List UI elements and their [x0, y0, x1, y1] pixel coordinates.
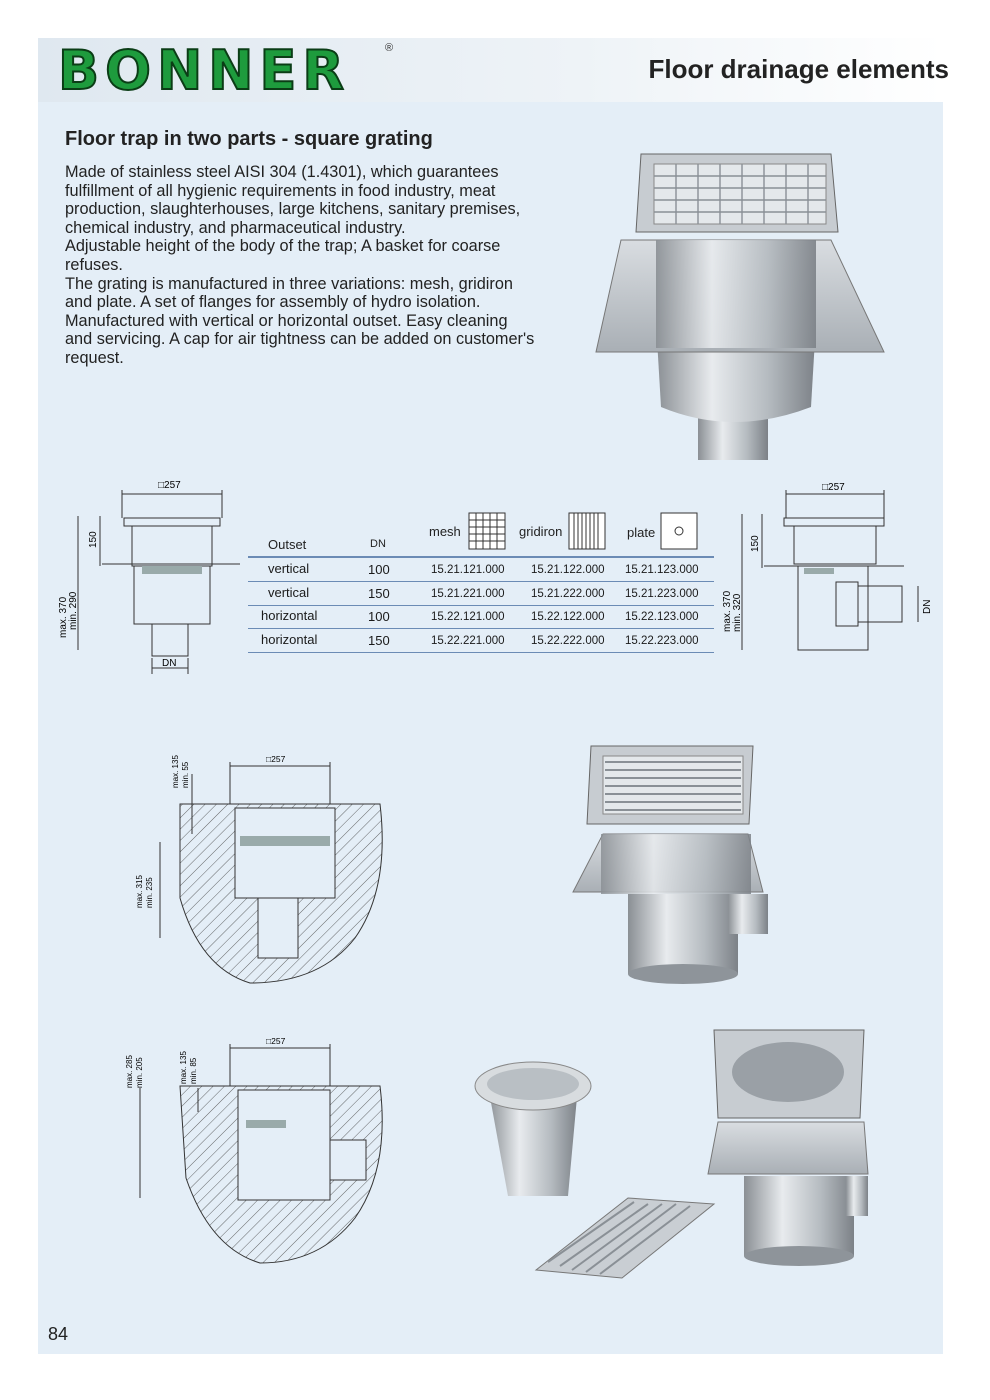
dim-height-150: 150	[750, 535, 761, 552]
dim-body-min: min. 205	[135, 1057, 144, 1088]
plate-grating-icon	[660, 512, 698, 550]
dim-width: □257	[266, 754, 286, 764]
col-header-gridiron: gridiron	[519, 524, 563, 539]
drawing-horizontal-outset	[722, 482, 938, 662]
dim-top-min: min. 55	[181, 761, 190, 788]
product-description	[65, 163, 535, 368]
cell-mesh: 15.21.121.000	[431, 564, 505, 576]
dim-top-max: max. 135	[179, 1051, 188, 1084]
cell-dn: 100	[368, 609, 390, 624]
dim-dn: DN	[162, 658, 177, 669]
dim-width: □257	[158, 480, 181, 491]
cell-gridiron: 15.21.122.000	[531, 564, 605, 576]
cell-dn: 100	[368, 562, 390, 577]
cell-plate: 15.22.123.000	[625, 611, 699, 623]
cell-mesh: 15.22.221.000	[431, 635, 505, 647]
mesh-grating-icon	[468, 512, 506, 550]
registered-mark: ®	[385, 42, 394, 54]
table-row	[248, 559, 714, 582]
cell-mesh: 15.21.221.000	[431, 588, 505, 600]
installation-drawing-vertical	[90, 738, 390, 988]
product-photo-parts	[468, 1026, 868, 1286]
cell-gridiron: 15.21.222.000	[531, 588, 605, 600]
cell-outset: horizontal	[261, 632, 318, 647]
brand-logo: BONNER	[58, 39, 350, 102]
col-header-plate: plate	[627, 525, 656, 540]
dim-max: max. 370	[58, 596, 69, 638]
cell-mesh: 15.22.121.000	[431, 611, 505, 623]
table-header-rule	[248, 556, 714, 558]
dim-width: □257	[266, 1036, 286, 1046]
dim-top-min: min. 85	[189, 1057, 198, 1084]
col-header-outset: Outset	[268, 537, 307, 552]
section-title: Floor drainage elements	[648, 54, 949, 84]
description-paragraph: Made of stainless steel AISI 304 (1.4301), which guarantees fulfillment of all hygienic requirements in food industry, meat production, slaughterhouses, large kitchens, sanitary premises, chemical industry, and pharmaceutical industry.	[65, 163, 521, 237]
cell-plate: 15.22.223.000	[625, 635, 699, 647]
product-photo-vertical	[586, 152, 886, 464]
cell-outset: horizontal	[261, 608, 318, 623]
product-photo-horizontal	[563, 744, 768, 989]
table-row	[248, 630, 714, 653]
cell-outset: vertical	[268, 561, 310, 576]
dim-dn: DN	[922, 599, 933, 614]
cell-gridiron: 15.22.222.000	[531, 635, 605, 647]
page-number: 84	[48, 1324, 69, 1344]
cell-plate: 15.21.123.000	[625, 564, 699, 576]
cell-gridiron: 15.22.122.000	[531, 611, 605, 623]
dim-body-max: max. 285	[125, 1055, 134, 1088]
dim-min: min. 320	[732, 593, 743, 632]
dim-max: max. 370	[722, 590, 733, 632]
table-row	[248, 606, 714, 629]
header-band	[38, 38, 949, 102]
dim-body-max: max. 315	[135, 875, 144, 908]
col-header-dn: DN	[370, 538, 386, 550]
description-paragraph: Adjustable height of the body of the trap; A basket for coarse refuses.	[65, 237, 501, 274]
dim-height-150: 150	[88, 531, 99, 548]
gridiron-grating-icon	[568, 512, 606, 550]
installation-drawing-horizontal	[90, 1028, 390, 1268]
cell-dn: 150	[368, 586, 390, 601]
page	[38, 38, 949, 1354]
drawing-vertical-outset	[52, 478, 252, 678]
dim-width: □257	[822, 482, 845, 493]
col-header-mesh: mesh	[429, 524, 461, 539]
product-title: Floor trap in two parts - square grating	[65, 128, 433, 150]
cell-plate: 15.21.223.000	[625, 588, 699, 600]
description-paragraph: The grating is manufactured in three variations: mesh, gridiron and plate. A set of flanges for assembly of hydro isolation. Manufactured with vertical or horizontal outset. Easy cleaning and servicing. A cap for air tightness can be added on customer's request.	[65, 274, 535, 367]
table-row	[248, 583, 714, 606]
cell-dn: 150	[368, 633, 390, 648]
dim-top-max: max. 135	[171, 755, 180, 788]
dim-min: min. 290	[68, 591, 79, 630]
cell-outset: vertical	[268, 585, 310, 600]
dim-body-min: min. 235	[145, 877, 154, 908]
